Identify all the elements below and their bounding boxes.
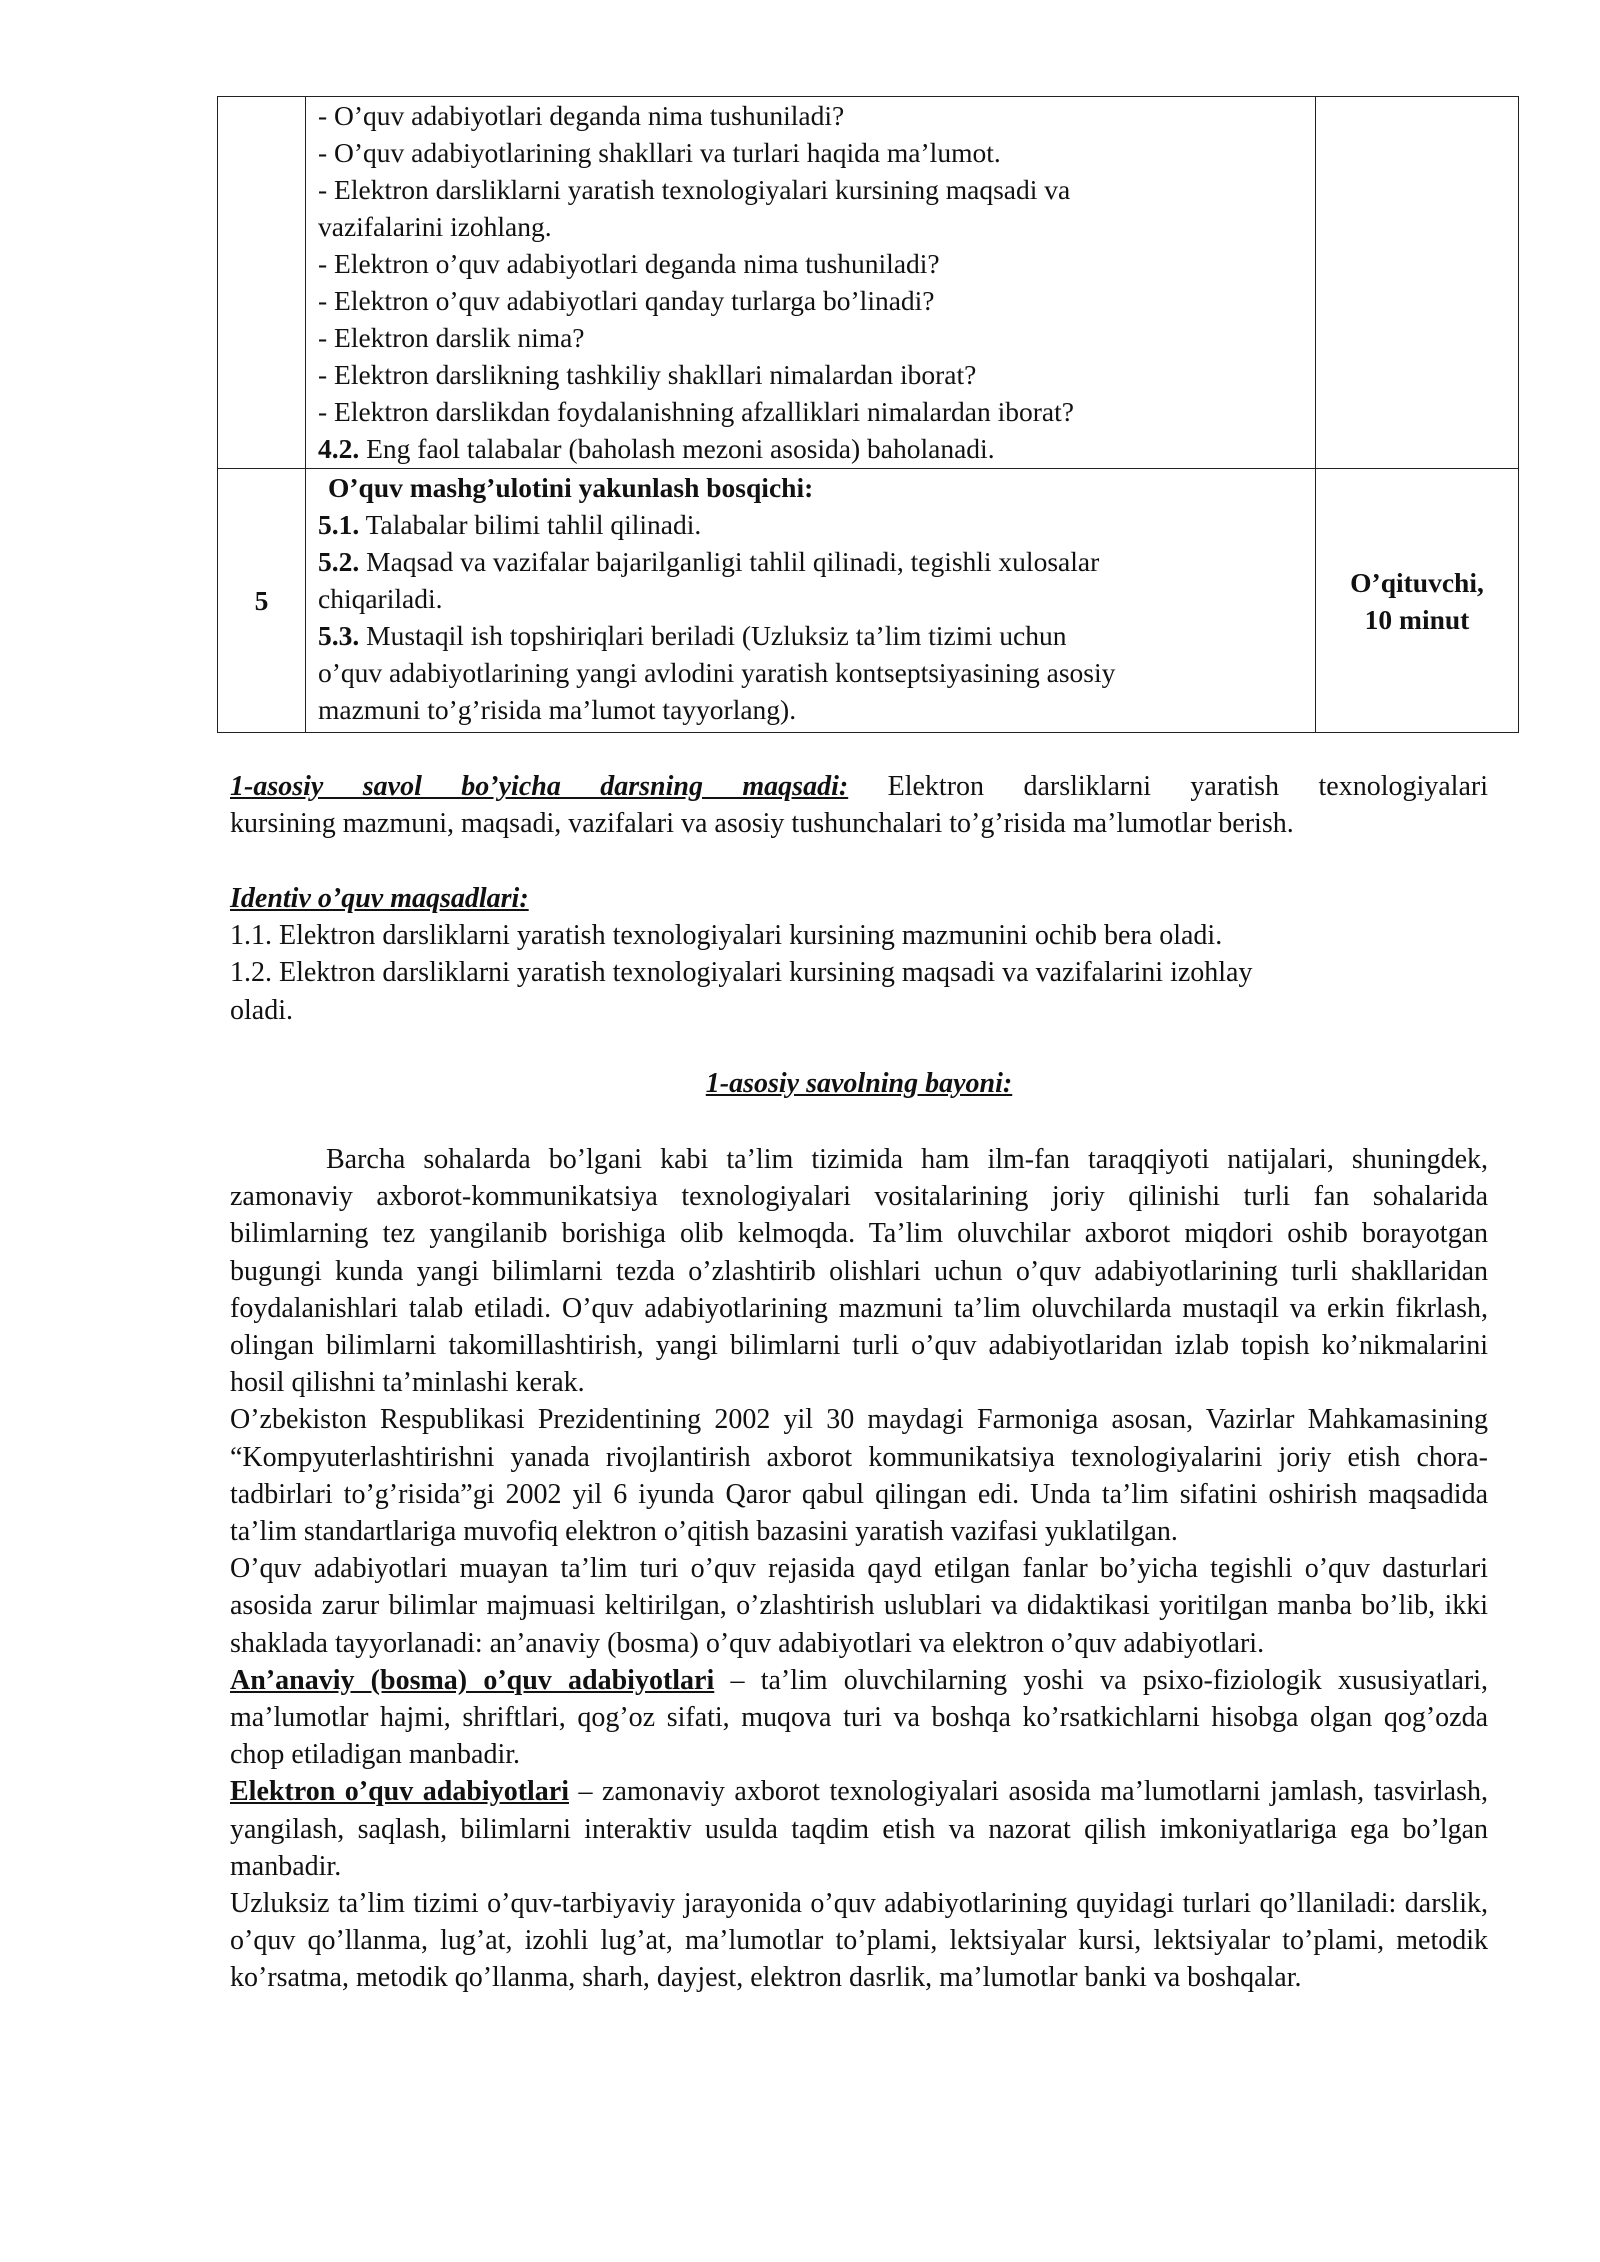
stage-item [318,506,1307,543]
responsible-cell [1316,469,1519,733]
item-text: Talabalar bilimi tahlil qilinadi. [359,509,702,540]
lesson-goal [230,768,1488,842]
definition: – ta’lim oluvchilarning yoshi va psixo-fiziologik xususiyatlari, ma’lumotlar hajmi, shriftlari, qog’oz sifati, muqova turi va boshqa ko’rsatkichlarni hisobga olgan qog’ozda chop etiladigan manbadir. [230,1664,1488,1771]
section-heading-wrap [230,1065,1488,1102]
stage-item [318,691,1307,728]
paragraph: Barcha sohalarda bo’lgani kabi ta’lim tizimida ham ilm-fan taraqqiyoti natijalari, shuningdek, zamonaviy axborot-kommunikatsiya texnologiyalari vositalarining joriy qilinishi turli fan sohalarida bilimlarning tez yangilanib borishiga olib kelmoqda. Ta’lim oluvchilar axborot miqdori oshib borayotgan bugungi kunda yangi bilimlarni tezda o’zlashtirib olishlari uchun o’quv adabiyotlarining turli shakllaridan foydalanishlari talab etiladi. O’quv adabiyotlarining mazmuni ta’lim oluvchilarda mustaqil va erkin fikrlash, olingan bilimlarni takomillashtirish, yangi bilimlarni turli o’quv adabiyotlaridan izlab topish ko’nikmalarini hosil qilishni ta’minlashi kerak. [230,1144,1488,1399]
term: An’anaviy (bosma) o’quv adabiyotlari [230,1664,715,1696]
question-line: - O’quv adabiyotlari deganda nima tushuniladi? [318,100,845,131]
responsible-duration: 10 minut [1364,603,1470,635]
question-line: - Elektron darslikdan foydalanishning afzalliklari nimalardan iborat? [318,396,1074,427]
item-text: Mustaqil ish topshiriqlari beriladi (Uzluksiz ta’lim tizimi uchun [359,620,1067,651]
stage-item [318,580,1307,617]
stage-content-cell [306,97,1316,469]
paragraph: O’quv adabiyotlari muayan ta’lim turi o’quv rejasida qayd etilgan fanlar bo’yicha tegishli o’quv dasturlari asosida zarur bilimlar majmuasi keltirilgan, o’zlashtirish uslublari va didaktikasi yoritilgan manba bo’lib, ikki shaklada tayyorlanadi: an’anaviy (bosma) o’quv adabiyotlari va elektron o’quv adabiyotlari. [230,1553,1488,1659]
objectives-label: Identiv o’quv maqsadlari: [230,883,529,914]
question-line: - Elektron darsliklarni yaratish texnologiyalari kursining maqsadi va [318,174,1071,205]
body-text [230,1141,1488,1997]
objective-item: 1.1. Elektron darsliklarni yaratish texnologiyalari kursining mazmunini ochib bera oladi. [230,920,1223,952]
question-line: - Elektron o’quv adabiyotlari deganda nima tushuniladi? [318,248,940,279]
paragraph: Uzluksiz ta’lim tizimi o’quv-tarbiyaviy jarayonida o’quv adabiyotlarining quyidagi turlari qo’llaniladi: darslik, o’quv qo’llanma, lug’at, izohli lug’at, ma’lumotlar to’plami, lektsiyalar kursi, lektsiyalar to’plami, metodik ko’rsatma, metodik qo’llanma, sharh, dayjest, elektron dasrlik, ma’lumotlar banki va boshqalar. [230,1888,1488,1994]
paragraph: O’zbekiston Respublikasi Prezidentining 2002 yil 30 maydagi Farmoniga asosan, Vazirlar Mahkamasining “Kompyuterlashtirishni yanada rivojlantirish axborot kommunikatsiya texnologiyalarini joriy etish chora-tadbirlari to’g’risida”gi 2002 yil 6 iyunda Qaror qabul qilingan edi. Unda ta’lim sifatini oshirish maqsadida ta’lim standartlariga muvofiq elektron o’qitish bazasini yaratish vazifasi yuklatilgan. [230,1404,1488,1548]
responsible-role: O’qituvchi, [1350,566,1484,598]
goal-line: kursining mazmuni, maqsadi, vazifalari va asosiy tushunchalari to’g’risida ma’lumotlar berish. [230,808,1294,840]
goal-line [230,768,1488,805]
question-line: - Elektron darslikning tashkiliy shakllari nimalardan iborat? [318,359,977,390]
stage-item [318,617,1307,654]
question-line: - Elektron darslik nima? [318,322,585,353]
question-line: vazifalarini izohlang. [318,211,552,242]
stage-item [318,654,1307,691]
question-line: - O’quv adabiyotlarining shakllari va turlari haqida ma’lumot. [318,137,1001,168]
table-row [218,97,1519,469]
item-text: Eng faol talabalar (baholash mezoni asosida) baholanadi. [359,433,995,464]
item-text: o’quv adabiyotlarining yangi avlodini yaratish kontseptsiyasining asosiy [318,657,1116,688]
evaluation-line [318,430,1307,467]
goal-label: 1-asosiy savol bo’yicha darsning maqsadi: [230,771,849,802]
objective-item: 1.2. Elektron darsliklarni yaratish texnologiyalari kursining maqsadi va vazifalarini izohlay [230,957,1253,989]
item-number: 4.2. [318,433,360,464]
question-line: - Elektron o’quv adabiyotlari qanday turlarga bo’linadi? [318,285,935,316]
goal-text: Elektron darsliklarni yaratish texnologiyalari [848,771,1488,802]
learning-objectives [230,880,1488,1029]
responsible-cell [1316,97,1519,469]
objective-item: oladi. [230,994,293,1026]
item-number: 5.3. [318,620,360,651]
stage-title: O’quv mashg’ulotini yakunlash bosqichi: [328,472,814,503]
stage-number-cell [218,97,306,469]
table-row [218,469,1519,733]
paragraph [230,1662,1488,1774]
item-text: chiqariladi. [318,583,443,614]
item-text: mazmuni to’g’risida ma’lumot tayyorlang). [318,694,797,725]
section-heading: 1-asosiy savolning bayoni: [705,1068,1013,1099]
lesson-plan-table [217,96,1519,733]
stage-number-cell: 5 [218,469,306,733]
stage-content-cell [306,469,1316,733]
term: Elektron o’quv adabiyotlari [230,1776,570,1808]
item-text: Maqsad va vazifalar bajarilganligi tahlil qilinadi, tegishli xulosalar [359,546,1100,577]
item-number: 5.2. [318,546,360,577]
item-number: 5.1. [318,509,360,540]
paragraph [230,1773,1488,1885]
definition: – zamonaviy axborot texnologiyalari asosida ma’lumotlarni jamlash, tasvirlash, yangilash, saqlash, bilimlarni interaktiv usulda taqdim etish va nazorat qilish imkoniyatlariga ega bo’lgan manbadir. [230,1776,1489,1882]
stage-item [318,543,1307,580]
